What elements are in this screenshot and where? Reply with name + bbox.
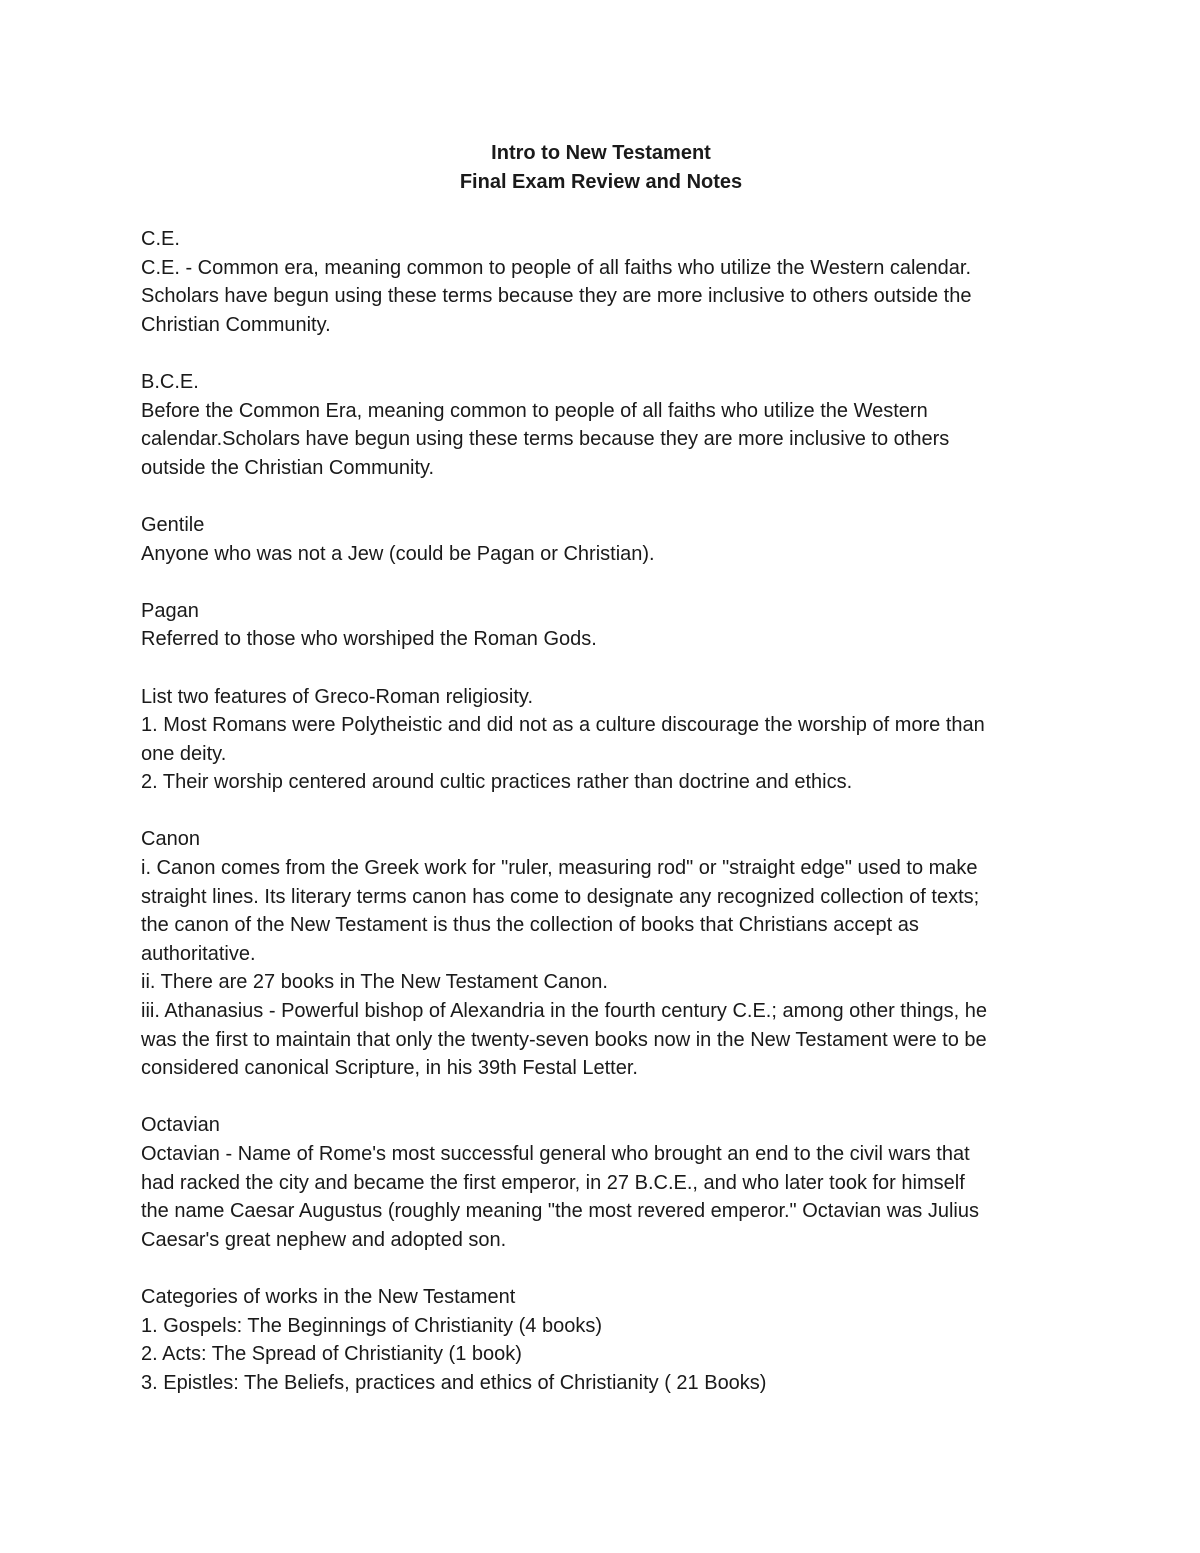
- section-text-line: Scholars have begun using these terms because they are more inclusive to others outside the: [141, 285, 972, 308]
- section-term: C.E.: [141, 228, 180, 250]
- section-text-line: Octavian - Name of Rome's most successful general who brought an end to the civil wars that: [141, 1143, 970, 1165]
- section-text-line: iii. Athanasius - Powerful bishop of Alexandria in the fourth century C.E.; among other things, he: [141, 1000, 988, 1023]
- section-term: Gentile: [141, 513, 205, 536]
- section-text-line: considered canonical Scripture, in his 39th Festal Letter.: [141, 1057, 638, 1080]
- paragraph-gap: [141, 568, 1061, 597]
- section-term: List two features of Greco-Roman religiosity.: [141, 685, 534, 708]
- section-text-line: the name Caesar Augustus (roughly meaning "the most revered emperor." Octavian was Julius: [141, 1200, 979, 1223]
- section-text-line: Referred to those who worshiped the Roman Gods.: [141, 628, 597, 651]
- section-text-line: Christian Community.: [141, 313, 331, 336]
- section-text-line: one deity.: [141, 742, 227, 765]
- section-text-line: 1. Most Romans were Polytheistic and did not as a culture discourage the worship of more than: [141, 714, 985, 737]
- paragraph-gap: [141, 1254, 1061, 1283]
- section-text-line: i. Canon comes from the Greek work for "ruler, measuring rod" or "straight edge" used to make: [141, 857, 978, 880]
- section-term: Canon: [141, 828, 200, 851]
- paragraph-gap: [141, 654, 1061, 683]
- section-text-line: 1. Gospels: The Beginnings of Christianity (4 books): [141, 1314, 602, 1337]
- section-text-line: 3. Epistles: The Beliefs, practices and ethics of Christianity ( 21 Books): [141, 1371, 767, 1394]
- note-section: [141, 597, 1061, 654]
- section-text-line: C.E. - Common era, meaning common to people of all faiths who utilize the Western calendar.: [141, 256, 972, 279]
- note-section: [141, 511, 1061, 568]
- paragraph-gap: [141, 797, 1061, 826]
- note-section: [141, 683, 1061, 797]
- paragraph-gap: [141, 339, 1061, 368]
- note-section: [141, 825, 1061, 1082]
- section-term: Pagan: [141, 599, 199, 622]
- paragraph-gap: [141, 482, 1061, 511]
- section-text-line: was the first to maintain that only the twenty-seven books now in the New Testament were to be: [141, 1028, 987, 1051]
- section-text-line: Before the Common Era, meaning common to people of all faiths who utilize the Western: [141, 399, 928, 422]
- section-text-line: 2. Acts: The Spread of Christianity (1 book): [141, 1343, 522, 1366]
- section-text-line: outside the Christian Community.: [141, 456, 435, 479]
- section-term: Categories of works in the New Testament: [141, 1285, 516, 1308]
- note-section: [141, 1111, 1061, 1254]
- section-term: Octavian: [141, 1114, 220, 1137]
- paragraph-gap: [141, 1083, 1061, 1112]
- section-text-line: straight lines. Its literary terms canon has come to designate any recognized collection of texts;: [141, 885, 980, 908]
- section-text-line: Caesar's great nephew and adopted son.: [141, 1228, 507, 1251]
- section-text-line: Anyone who was not a Jew (could be Pagan or Christian).: [141, 542, 655, 565]
- section-text-line: authoritative.: [141, 942, 256, 965]
- section-text-line: ii. There are 27 books in The New Testament Canon.: [141, 971, 608, 994]
- document-page: [141, 139, 1061, 1397]
- section-text-line: calendar.Scholars have begun using these terms because they are more inclusive to others: [141, 428, 950, 451]
- note-section: [141, 225, 1061, 339]
- section-text-line: had racked the city and became the first emperor, in 27 B.C.E., and who later took for himself: [141, 1171, 965, 1194]
- document-body: [141, 225, 1061, 1397]
- note-section: [141, 368, 1061, 482]
- section-term: B.C.E.: [141, 370, 199, 393]
- note-section: [141, 1283, 1061, 1397]
- document-title: Intro to New Testament: [491, 142, 711, 164]
- document-subtitle: Final Exam Review and Notes: [459, 171, 743, 193]
- section-text-line: 2. Their worship centered around cultic practices rather than doctrine and ethics.: [141, 771, 853, 794]
- section-text-line: the canon of the New Testament is thus the collection of books that Christians accept as: [141, 914, 919, 937]
